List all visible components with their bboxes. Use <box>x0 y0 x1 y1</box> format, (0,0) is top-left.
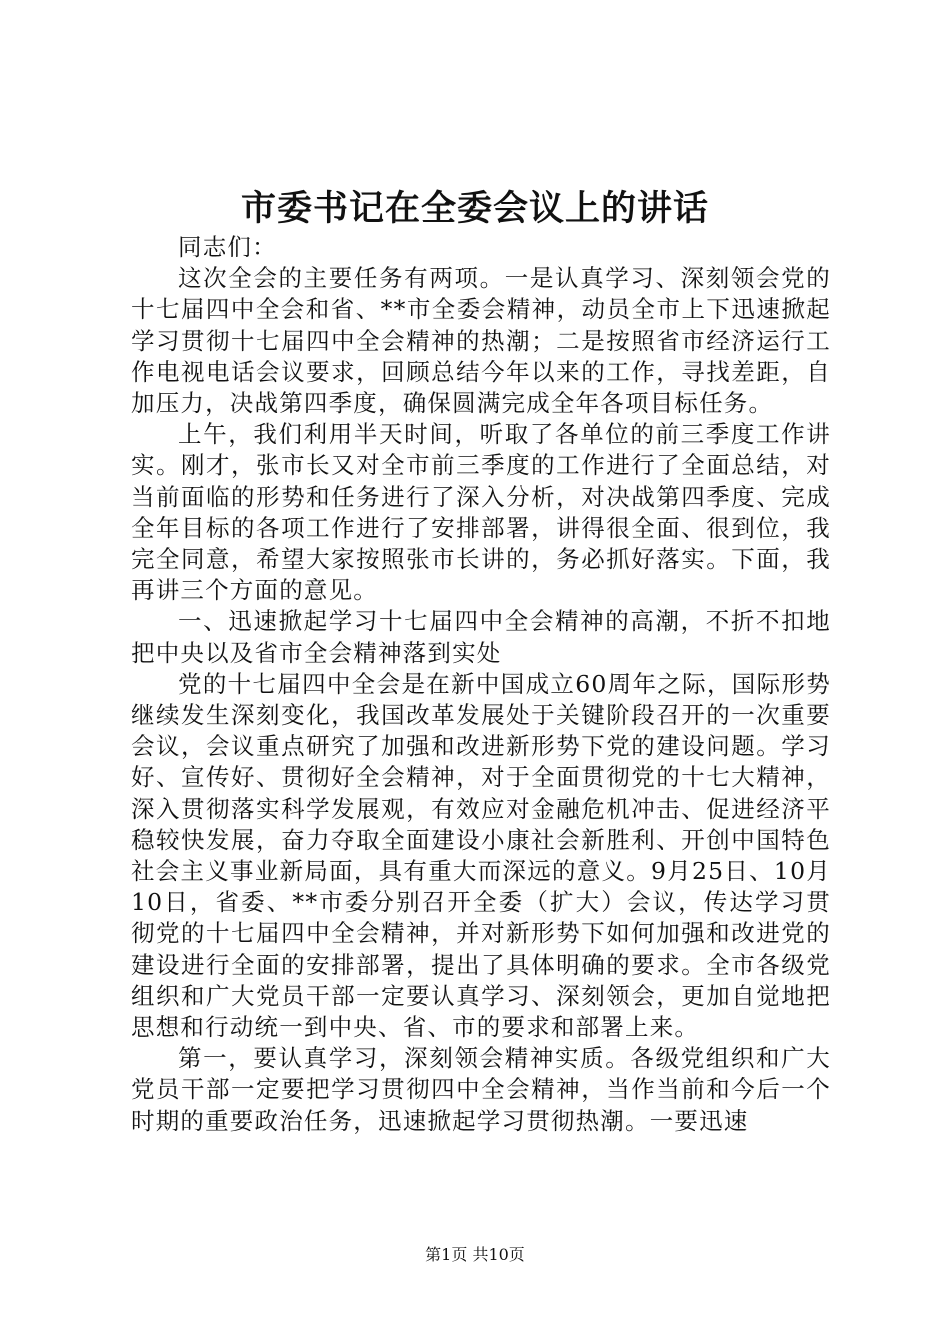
paragraph: 党的十七届四中全会是在新中国成立60周年之际，国际形势继续发生深刻变化，我国改革发展处于关键阶段召开的一次重要会议，会议重点研究了加强和改进新形势下党的建设问题。学习好、宣传好、贯彻好全会精神，对于全面贯彻党的十七大精神，深入贯彻落实科学发展观，有效应对金融危机冲击、促进经济平稳较快发展，奋力夺取全面建设小康社会新胜利、开创中国特色社会主义事业新局面，具有重大而深远的意义。9月25日、10月10日，省委、**市委分别召开全委（扩大）会议，传达学习贯彻党的十七届四中全会精神，并对新形势下如何加强和改进党的建设进行全面的安排部署，提出了具体明确的要求。全市各级党组织和广大党员干部一定要认真学习、深刻领会，更加自觉地把思想和行动统一到中央、省、市的要求和部署上来。 <box>131 669 831 1042</box>
document-body <box>131 232 831 1137</box>
section-heading: 一、迅速掀起学习十七届四中全会精神的高潮，不折不扣地把中央以及省市全会精神落到实处 <box>131 607 831 667</box>
paragraph: 这次全会的主要任务有两项。一是认真学习、深刻领会党的十七届四中全会和省、**市全委会精神，动员全市上下迅速掀起学习贯彻十七届四中全会精神的热潮；二是按照省市经济运行工作电视电话会议要求，回顾总结今年以来的工作，寻找差距，自加压力，决战第四季度，确保圆满完成全年各项目标任务。 <box>131 264 831 418</box>
paragraph: 第一，要认真学习，深刻领会精神实质。各级党组织和广大党员干部一定要把学习贯彻四中全会精神，当作当前和今后一个时期的重要政治任务，迅速掀起学习贯彻热潮。一要迅速 <box>131 1044 831 1135</box>
paragraph: 上午，我们利用半天时间，听取了各单位的前三季度工作讲实。刚才，张市长又对全市前三季度的工作进行了全面总结，对当前面临的形势和任务进行了深入分析，对决战第四季度、完成全年目标的各项工作进行了安排部署，讲得很全面、很到位，我完全同意，希望大家按照张市长讲的，务必抓好落实。下面，我再讲三个方面的意见。 <box>131 420 831 605</box>
page-footer: 第1页 共10页 <box>425 1245 525 1264</box>
document-title: 市委书记在全委会议上的讲话 <box>240 188 709 229</box>
salutation: 同志们： <box>178 233 277 261</box>
